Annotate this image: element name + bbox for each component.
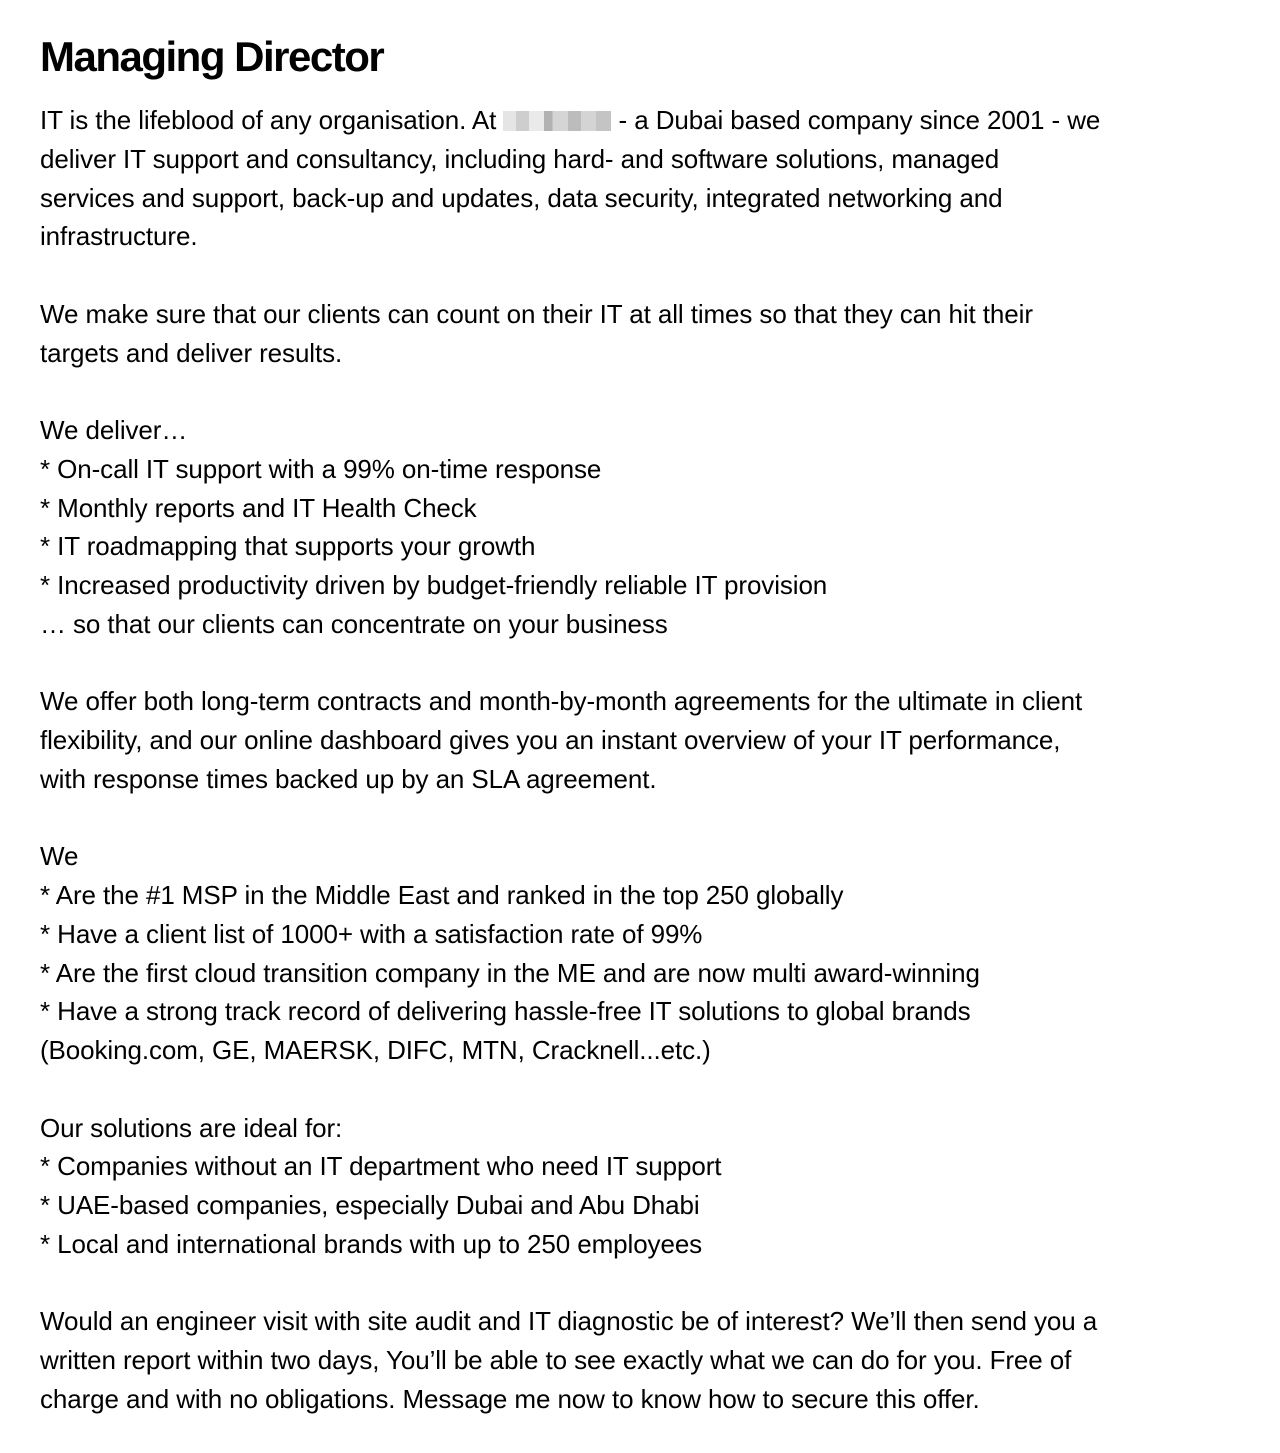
text-line: We make sure that our clients can count on their IT at all times so that they can hit their: [40, 298, 1033, 329]
paragraph-contracts: [40, 682, 1255, 798]
text-line: We offer both long-term contracts and month-by-month agreements for the ultimate in client: [40, 686, 1083, 717]
text-line: services and support, back-up and updates, data security, integrated networking and: [40, 182, 1003, 213]
list-item: * Are the #1 MSP in the Middle East and ranked in the top 250 globally: [40, 880, 844, 910]
list-item: * IT roadmapping that supports your growth: [40, 531, 536, 562]
paragraph-spacer: [40, 1070, 1255, 1109]
list-intro: Our solutions are ideal for:: [40, 1112, 343, 1143]
list-item: * Have a client list of 1000+ with a satisfaction rate of 99%: [40, 918, 703, 949]
list-item: * Monthly reports and IT Health Check: [40, 492, 477, 523]
list-outro: … so that our clients can concentrate on your business: [40, 608, 668, 639]
text-line: flexibility, and our online dashboard gives you an instant overview of your IT performance,: [40, 725, 1061, 755]
redacted-company-name: [503, 111, 611, 131]
paragraph-spacer: [40, 256, 1255, 295]
paragraph-spacer: [40, 1264, 1255, 1303]
text-line: infrastructure.: [40, 221, 198, 252]
paragraph-spacer: [40, 372, 1255, 411]
paragraph-offer: [40, 1302, 1255, 1418]
text-line: Would an engineer visit with site audit and IT diagnostic be of interest? We’ll then send you a: [40, 1306, 1098, 1337]
list-item: * Companies without an IT department who need IT support: [40, 1151, 722, 1182]
list-item: * On-call IT support with a 99% on-time response: [40, 453, 602, 484]
list-intro: We deliver…: [40, 415, 188, 445]
message-body: [40, 101, 1255, 1419]
paragraph-spacer: [40, 799, 1255, 838]
paragraph-spacer: [40, 644, 1255, 683]
text-line: with response times backed up by an SLA agreement.: [40, 763, 657, 794]
list-item: * Increased productivity driven by budget-friendly reliable IT provision: [40, 570, 828, 600]
list-item: * Local and international brands with up to 250 employees: [40, 1228, 703, 1259]
text-segment: IT is the lifeblood of any organisation. At: [40, 105, 504, 135]
paragraph-we-are: [40, 837, 1255, 1070]
page-title: Managing Director: [40, 33, 384, 80]
paragraph-we-deliver: [40, 411, 1255, 644]
text-line: deliver IT support and consultancy, including hard- and software solutions, managed: [40, 143, 1000, 174]
text-line: written report within two days, You’ll be able to see exactly what we can do for you. Free of: [40, 1345, 1072, 1375]
list-outro: (Booking.com, GE, MAERSK, DIFC, MTN, Cracknell...etc.): [40, 1035, 711, 1065]
text-segment: - a Dubai based company since 2001 - we: [611, 105, 1101, 135]
list-item: * UAE-based companies, especially Dubai and Abu Dhabi: [40, 1190, 700, 1220]
paragraph-intro: [40, 101, 1255, 256]
list-item: * Have a strong track record of delivering hassle-free IT solutions to global brands: [40, 996, 971, 1027]
text-line: [40, 101, 1255, 140]
text-line: targets and deliver results.: [40, 337, 343, 368]
paragraph-ideal-for: [40, 1109, 1255, 1264]
text-line: charge and with no obligations. Message me now to know how to secure this offer.: [40, 1383, 980, 1414]
list-item: * Are the first cloud transition company in the ME and are now multi award-winning: [40, 957, 980, 988]
list-intro: We: [40, 841, 79, 872]
paragraph-reliability: [40, 295, 1255, 373]
